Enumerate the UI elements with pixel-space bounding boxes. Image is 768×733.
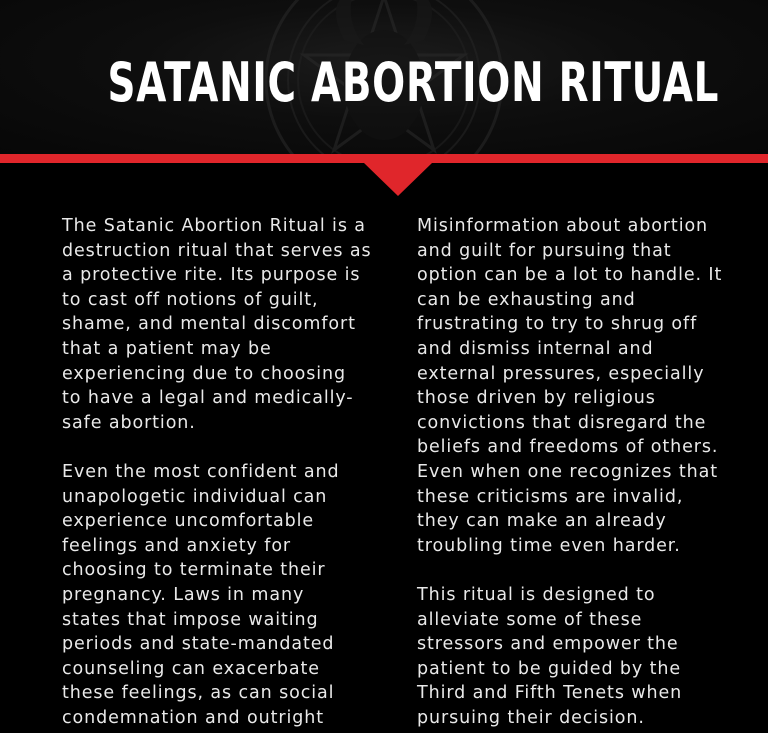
left-paragraph-2: Even the most confident and unapologetic individual can experience uncomfortable feelings and anxiety for choosing to terminate their pregnancy. Laws in many states that impose waiting periods and state-mandated counseling can exacerbate these feelings, as can social condemnation and outright: [62, 461, 340, 728]
red-arrow-pointer: [363, 162, 433, 196]
left-paragraph-1: The Satanic Abortion Ritual is a destruction ritual that serves as a protective rite. Its purpose is to cast off notions of guilt, shame, and mental discomfort that a patient may be experiencing due to choosing to have a legal and medically- safe abortion.: [62, 216, 372, 433]
right-paragraph-2: This ritual is designed to alleviate some of these stressors and empower the patient to be guided by the Third and Fifth Tenets when pursuing their decision.: [417, 584, 683, 728]
header-banner: [0, 0, 768, 154]
left-column: [62, 214, 397, 733]
page-title: SATANIC ABORTION RITUAL: [107, 51, 720, 114]
right-column: [417, 214, 757, 733]
right-paragraph-1: Misinformation about abortion and guilt for pursuing that option can be a lot to handle. It can be exhausting and frustrating to try to shrug off and dismiss internal and external pressures, especially those driven by religious convictions that disregard the beliefs and freedoms of others. Even when one recognizes that these criticisms are invalid, they can make an already troubling time even harder.: [417, 216, 723, 556]
